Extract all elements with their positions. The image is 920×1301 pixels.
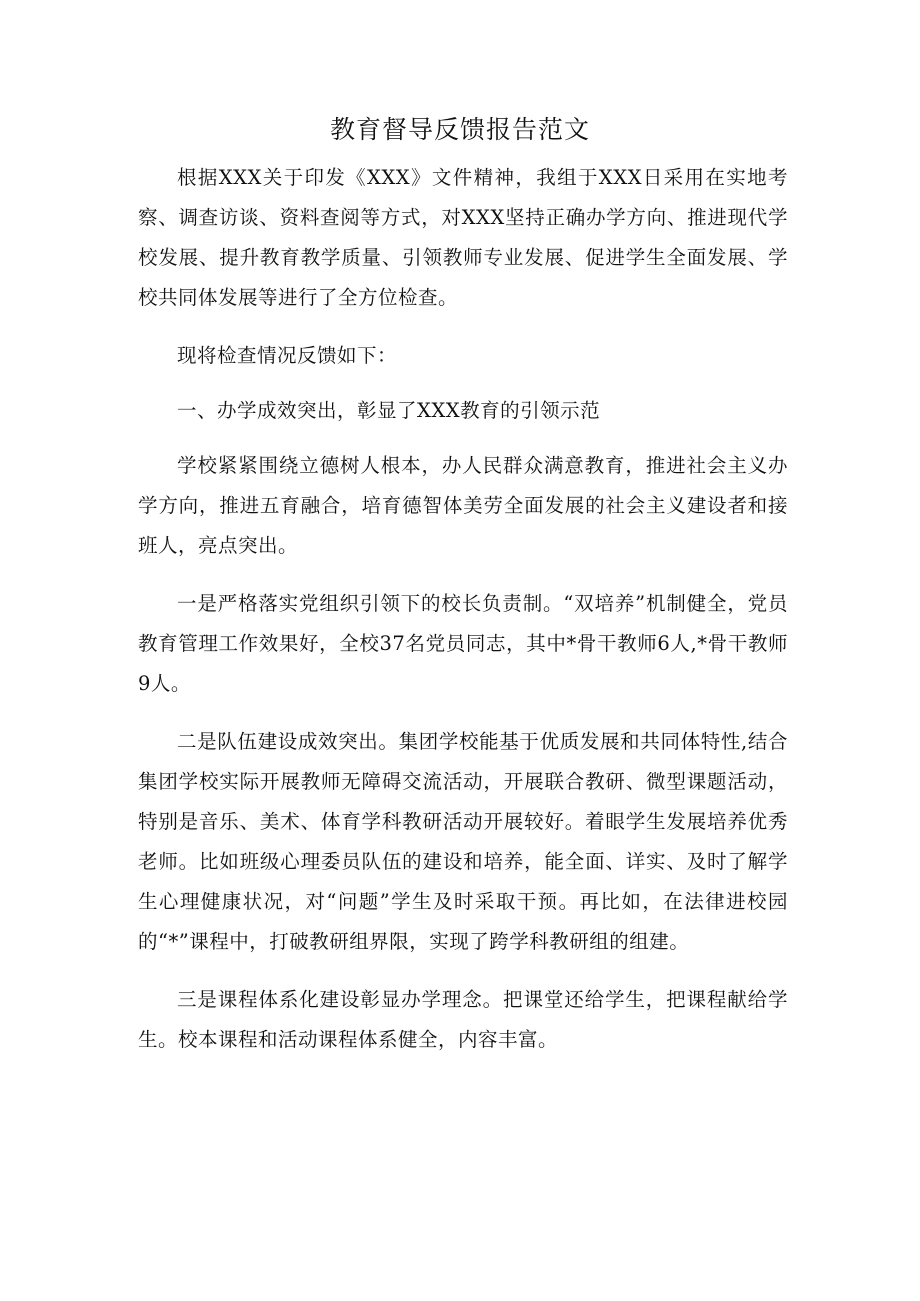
document-title: 教育督导反馈报告范文 — [329, 115, 590, 144]
paragraph-section-1-summary: 学校紧紧围绕立德树人根本，办人民群众满意教育，推进社会主义办学方向，推进五育融合，培育德智体美劳全面发展的社会主义建设者和接班人，亮点突出。 — [138, 454, 788, 557]
paragraph-point-1: 一是严格落实党组织引领下的校长负责制。“双培养”机制健全，党员教育管理工作效果好，全校37名党员同志，其中*骨干教师6人,*骨干教师9人。 — [138, 592, 788, 695]
paragraph-feedback-lead: 现将检查情况反馈如下： — [177, 344, 398, 367]
paragraph-point-3: 三是课程体系化建设彰显办学理念。把课堂还给学生，把课程献给学生。校本课程和活动课程体系健全，内容丰富。 — [138, 988, 788, 1051]
document-body — [138, 158, 788, 1060]
paragraph-point-2: 二是队伍建设成效突出。集团学校能基于优质发展和共同体特性,结合集团学校实际开展教师无障碍交流活动，开展联合教研、微型课题活动，特别是音乐、美术、体育学科教研活动开展较好。着眼学生发展培养优秀老师。比如班级心理委员队伍的建设和培养，能全面、详实、及时了解学生心理健康状况，对“问题”学生及时采取干预。再比如，在法律进校园的“*”课程中，打破教研组界限，实现了跨学科教研组的组建。 — [138, 730, 788, 953]
section-heading-1: 一、办学成效突出，彰显了XXX教育的引领示范 — [177, 399, 601, 422]
paragraph-intro: 根据XXX关于印发《XXX》文件精神，我组于XXX日采用在实地考察、调查访谈、资料查阅等方式，对XXX坚持正确办学方向、推进现代学校发展、提升教育教学质量、引领教师专业发展、促进学生全面发展、学校共同体发展等进行了全方位检查。 — [138, 166, 788, 309]
